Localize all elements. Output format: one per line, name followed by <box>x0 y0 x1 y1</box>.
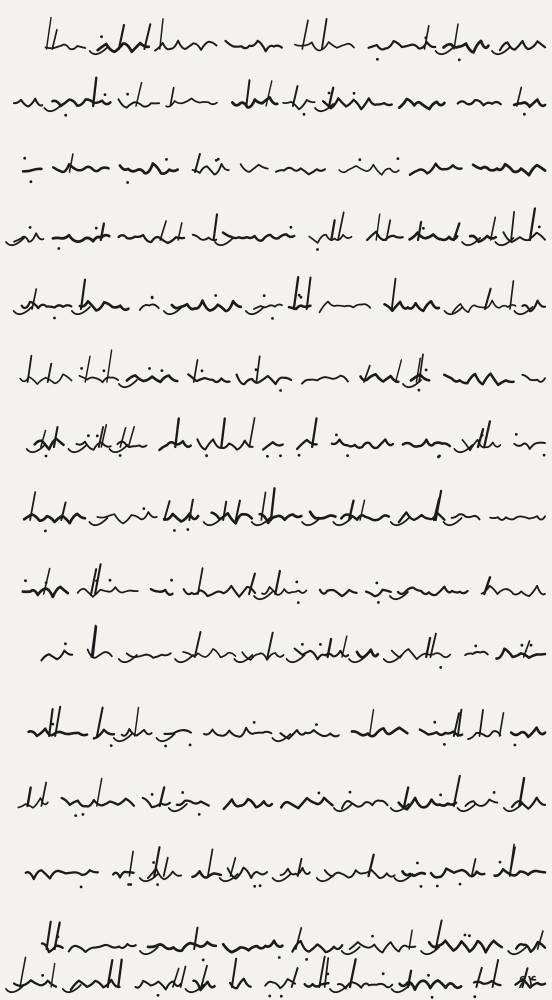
diacritic-dot <box>152 861 155 864</box>
diacritic-dot <box>418 389 421 392</box>
handwritten-word <box>366 590 391 596</box>
descender-stroke <box>444 518 462 525</box>
diacritic-dot <box>129 883 132 886</box>
ascender-stroke <box>181 967 186 988</box>
ascender-stroke <box>51 964 55 987</box>
manuscript-line <box>18 776 545 817</box>
diacritic-dot <box>80 886 83 889</box>
diacritic-dot <box>436 885 439 888</box>
ascender-stroke <box>97 779 102 807</box>
diacritic-dot <box>87 434 90 437</box>
diacritic-dot <box>80 367 83 370</box>
diacritic-dot <box>103 369 106 372</box>
handwritten-word <box>399 99 444 109</box>
handwritten-word <box>310 512 335 519</box>
diacritic-dot <box>397 157 400 160</box>
handwritten-word <box>172 301 241 311</box>
handwritten-word <box>281 868 310 875</box>
diacritic-dot <box>458 58 461 61</box>
ascender-stroke <box>307 278 311 310</box>
diacritic-dot <box>215 159 218 162</box>
handwritten-word <box>399 798 456 809</box>
handwritten-word <box>120 164 178 174</box>
diacritic-dot <box>431 996 434 999</box>
ascender-stroke <box>128 427 134 447</box>
handwritten-word <box>164 514 198 522</box>
diacritic-dot <box>96 435 99 438</box>
diacritic-dot <box>45 455 48 458</box>
handwritten-word <box>444 374 513 385</box>
handwritten-word <box>512 798 545 809</box>
diacritic-dot <box>100 35 103 38</box>
handwritten-word <box>223 233 294 241</box>
handwritten-word <box>367 232 403 240</box>
handwritten-word <box>339 165 399 175</box>
diacritic-dot <box>437 456 440 459</box>
descender-stroke <box>317 874 335 881</box>
ascender-stroke <box>246 80 249 106</box>
handwritten-word <box>42 944 63 952</box>
ascender-stroke <box>392 279 396 309</box>
handwritten-word <box>41 651 72 661</box>
handwritten-word <box>495 869 545 876</box>
handwritten-word <box>14 99 42 107</box>
ascender-stroke <box>511 212 514 240</box>
handwritten-word <box>398 587 468 596</box>
manuscript-line <box>6 957 545 999</box>
diacritic-dot <box>253 885 256 888</box>
handwritten-word <box>482 586 545 596</box>
handwritten-word <box>320 590 357 596</box>
descender-stroke <box>89 518 107 525</box>
ascender-stroke <box>49 709 53 736</box>
diacritic-dot <box>301 643 304 646</box>
diacritic-dot <box>161 369 164 372</box>
handwritten-word <box>254 305 282 309</box>
manuscript-line <box>23 154 545 184</box>
diacritic-dot <box>74 814 77 817</box>
diacritic-dot <box>51 723 54 726</box>
ascender-stroke <box>54 427 58 447</box>
manuscript-line <box>6 209 545 251</box>
diacritic-dot <box>53 317 56 320</box>
handwritten-word <box>53 164 108 172</box>
manuscript-line <box>41 626 545 669</box>
diacritic-dot <box>104 93 107 96</box>
ascender-stroke <box>20 957 26 987</box>
manuscript-line <box>46 18 545 62</box>
manuscript-lines <box>6 18 545 999</box>
handwritten-word <box>403 872 425 876</box>
diacritic-dot <box>459 883 462 886</box>
diacritic-dot <box>279 389 282 392</box>
diacritic-dot <box>298 294 301 297</box>
handwritten-word <box>29 729 87 736</box>
handwritten-word <box>119 235 185 243</box>
descender-stroke <box>215 238 233 245</box>
ascender-stroke <box>484 421 490 447</box>
diacritic-dot <box>126 93 129 96</box>
handwritten-word <box>192 871 221 877</box>
ascender-stroke <box>47 922 51 949</box>
diacritic-dot <box>326 973 329 976</box>
handwritten-word <box>452 514 480 519</box>
manuscript-line <box>20 350 545 392</box>
handwritten-word <box>522 375 545 382</box>
diacritic-dot <box>514 744 517 747</box>
diacritic-dot <box>316 248 319 251</box>
diacritic-dot <box>278 956 281 959</box>
handwritten-word <box>26 870 98 879</box>
diacritic-dot <box>376 58 379 61</box>
diacritic-dot <box>109 579 112 582</box>
handwritten-word <box>458 100 501 105</box>
descender-stroke <box>110 445 128 452</box>
diacritic-dot <box>427 974 430 977</box>
diacritic-dot <box>280 995 283 998</box>
diacritic-dot <box>151 793 154 796</box>
diacritic-dot <box>346 454 349 457</box>
ascender-stroke <box>214 214 217 240</box>
ascender-stroke <box>319 957 324 987</box>
manuscript-line <box>24 488 545 532</box>
handwritten-word <box>241 164 268 172</box>
ascender-stroke <box>160 221 166 240</box>
diacritic-dot <box>266 455 269 458</box>
handwritten-word <box>410 233 458 240</box>
diacritic-dot <box>521 644 524 647</box>
handwritten-word <box>122 729 152 736</box>
diacritic-dot <box>24 579 27 582</box>
handwritten-word <box>500 41 545 50</box>
ascender-stroke <box>404 788 408 807</box>
ascender-stroke <box>480 710 484 736</box>
handwritten-word <box>465 652 488 655</box>
handwritten-word <box>177 801 209 806</box>
diacritic-dot <box>189 744 192 747</box>
diacritic-dot <box>181 791 184 794</box>
diacritic-dot <box>303 113 306 116</box>
diacritic-dot <box>95 580 98 583</box>
handwritten-word <box>516 942 545 952</box>
diacritic-dot <box>23 157 26 160</box>
diacritic-dot <box>523 113 526 116</box>
descender-stroke <box>514 307 532 314</box>
ascender-stroke <box>370 710 374 736</box>
handwritten-word <box>155 41 217 51</box>
diacritic-dot <box>328 92 331 95</box>
handwritten-word <box>23 169 41 172</box>
handwritten-word <box>496 649 545 659</box>
ascender-stroke <box>500 713 504 736</box>
diacritic-dot <box>422 227 425 230</box>
diacritic-dot <box>110 744 113 747</box>
ascender-stroke <box>249 418 254 447</box>
diacritic-dot <box>164 745 167 748</box>
handwritten-word <box>224 799 272 809</box>
diacritic-dot <box>148 367 151 370</box>
ascender-stroke <box>329 88 333 106</box>
handwritten-word <box>265 979 295 988</box>
ascender-stroke <box>47 18 52 49</box>
ascender-stroke <box>194 360 198 382</box>
diacritic-dot <box>259 884 262 887</box>
handwritten-word <box>466 800 498 806</box>
handwritten-word <box>193 164 229 174</box>
descender-stroke <box>157 734 175 741</box>
diacritic-dot <box>253 721 256 724</box>
ascender-stroke <box>144 24 150 49</box>
handwritten-word <box>165 730 191 734</box>
manuscript-line <box>42 921 545 962</box>
diacritic-dot <box>271 317 274 320</box>
diacritic-dot <box>443 743 446 746</box>
diacritic-dot <box>474 645 477 648</box>
diacritic-dot <box>433 721 436 724</box>
handwritten-word <box>302 376 348 384</box>
diacritic-dot <box>290 226 293 229</box>
handwritten-word <box>522 301 545 312</box>
handwritten-word <box>410 164 462 175</box>
diacritic-dot <box>165 158 168 161</box>
diacritic-dot <box>157 994 160 997</box>
handwritten-word <box>276 168 325 175</box>
diacritic-dot <box>30 180 33 183</box>
ascender-stroke <box>70 154 73 172</box>
diacritic-dot <box>318 792 321 795</box>
ascender-stroke <box>271 488 275 520</box>
diacritic-dot <box>515 433 518 436</box>
diacritic-dot <box>143 507 146 510</box>
handwritten-word <box>490 516 545 520</box>
diacritic-dot <box>95 227 98 230</box>
diacritic-dot <box>424 36 427 39</box>
diacritic-dot <box>57 247 60 250</box>
diacritic-dot <box>499 861 502 864</box>
diacritic-dot <box>156 883 159 886</box>
manuscript-line <box>23 564 545 604</box>
ascender-stroke <box>208 849 213 876</box>
diacritic-dot <box>214 294 217 297</box>
diacritic-dot <box>420 885 423 888</box>
ascender-stroke <box>476 968 481 987</box>
ascender-stroke <box>454 24 458 49</box>
descender-stroke <box>330 985 348 992</box>
handwritten-word <box>140 304 159 310</box>
diacritic-dot <box>202 959 205 962</box>
handwritten-word <box>78 587 138 597</box>
diacritic-dot <box>29 226 32 229</box>
handwritten-word <box>197 439 252 449</box>
descender-stroke <box>220 874 238 881</box>
descender-stroke <box>119 655 137 662</box>
diacritic-dot <box>375 582 378 585</box>
diacritic-dot <box>315 723 318 726</box>
diacritic-dot <box>279 454 282 457</box>
handwritten-word <box>473 164 545 175</box>
diacritic-dot <box>349 791 352 794</box>
diacritic-dot <box>382 972 385 975</box>
ascender-stroke <box>232 959 236 987</box>
diacritic-dot <box>295 581 298 584</box>
diacritic-dot <box>64 642 67 645</box>
ascender-stroke <box>322 19 327 49</box>
manuscript-line <box>14 78 545 117</box>
ascender-stroke <box>331 220 334 240</box>
handwritten-word <box>332 439 393 448</box>
diacritic-dot <box>377 601 380 604</box>
diacritic-dot <box>170 579 173 582</box>
diacritic-dot <box>353 92 356 95</box>
diacritic-dot <box>319 643 322 646</box>
ascender-stroke <box>195 154 200 172</box>
diacritic-dot <box>335 434 338 437</box>
handwritten-word <box>143 798 170 807</box>
diacritic-dot <box>425 369 428 372</box>
handwritten-word <box>357 650 378 658</box>
handwritten-word <box>184 586 255 597</box>
handwritten-word <box>98 43 149 52</box>
handwritten-word <box>24 514 85 523</box>
descender-stroke <box>287 655 305 662</box>
handwritten-word <box>468 731 500 739</box>
handwritten-word <box>283 100 314 109</box>
diacritic-dot <box>481 434 484 437</box>
handwritten-word <box>403 440 450 447</box>
descender-stroke <box>69 445 87 452</box>
handwritten-word <box>320 302 371 313</box>
diacritic-dot <box>464 934 467 937</box>
handwritten-word <box>119 99 160 107</box>
diacritic-dot <box>151 296 154 299</box>
diacritic-dot <box>358 158 361 161</box>
diacritic-dot <box>205 454 208 457</box>
handwritten-word <box>431 869 484 878</box>
diacritic-dot <box>198 813 201 816</box>
descender-stroke <box>454 445 472 452</box>
diacritic-dot <box>493 791 496 794</box>
diacritic-dot <box>57 935 60 938</box>
ascender-stroke <box>275 571 280 594</box>
diacritic-dot <box>126 181 129 184</box>
ascender-stroke <box>296 928 302 949</box>
manuscript-line <box>29 707 545 748</box>
handwritten-word <box>22 302 72 308</box>
diacritic-dot <box>45 581 48 584</box>
diacritic-dot <box>201 369 204 372</box>
diacritic-dot <box>297 601 300 604</box>
ascender-stroke <box>293 86 298 106</box>
handwritten-word <box>292 941 342 952</box>
handwritten-word <box>237 375 292 385</box>
diacritic-dot <box>371 935 374 938</box>
ascender-stroke <box>369 855 374 876</box>
handwritten-word <box>392 649 451 659</box>
handwritten-word <box>263 442 283 449</box>
diacritic-dot <box>468 934 471 937</box>
handwritten-word <box>429 941 502 953</box>
diacritic-dot <box>268 995 271 998</box>
ascender-stroke <box>164 858 168 876</box>
diacritic-dot <box>173 529 176 532</box>
handwritten-word <box>232 98 277 108</box>
manuscript-line <box>26 844 545 888</box>
handwritten-word <box>352 728 407 736</box>
diacritic-dot <box>298 454 301 457</box>
handwritten-word <box>511 728 545 737</box>
page-number: ۶۴ <box>517 971 538 993</box>
handwritten-word <box>35 439 64 450</box>
ascender-stroke <box>221 419 225 448</box>
diacritic-dot <box>44 530 47 533</box>
handwritten-word <box>97 512 156 523</box>
ascender-stroke <box>342 636 347 657</box>
diacritic-dot <box>64 114 67 117</box>
descender-stroke <box>175 655 193 662</box>
handwritten-word <box>226 41 282 52</box>
diacritic-dot <box>41 974 44 977</box>
ascender-stroke <box>312 418 316 447</box>
ascender-stroke <box>230 858 235 876</box>
diacritic-dot <box>263 294 266 297</box>
handwritten-word <box>166 98 217 106</box>
handwritten-word <box>151 589 173 595</box>
manuscript-line <box>27 418 546 458</box>
diacritic-dot <box>82 813 85 816</box>
ascender-stroke <box>294 277 298 309</box>
diacritic-dot <box>416 862 419 865</box>
diacritic-dot <box>119 454 122 457</box>
ascender-stroke <box>454 776 460 806</box>
ascender-stroke <box>28 788 31 806</box>
diacritic-dot <box>530 644 533 647</box>
handwritten-word <box>223 941 282 952</box>
descender-stroke <box>27 445 45 452</box>
ascender-stroke <box>135 708 139 737</box>
diacritic-dot <box>439 794 442 797</box>
handwritten-word <box>14 233 43 241</box>
diacritic-dot <box>473 995 476 998</box>
diacritic-dot <box>439 666 442 669</box>
diacritic-dot <box>186 528 189 531</box>
handwritten-word <box>69 944 136 952</box>
diacritic-dot <box>255 368 258 371</box>
handwritten-word <box>204 728 271 737</box>
diacritic-dot <box>538 226 541 229</box>
diacritic-dot <box>305 958 308 961</box>
handwritten-word <box>514 443 545 449</box>
handwritten-word <box>281 798 332 808</box>
diacritic-dot <box>543 454 546 457</box>
descender-stroke <box>234 655 252 662</box>
ascender-stroke <box>396 360 402 382</box>
handwritten-word <box>127 375 177 382</box>
ascender-stroke <box>52 30 57 49</box>
ascender-stroke <box>41 783 46 807</box>
manuscript-line <box>14 277 545 320</box>
ascender-stroke <box>118 960 122 987</box>
handwritten-word <box>262 587 306 595</box>
